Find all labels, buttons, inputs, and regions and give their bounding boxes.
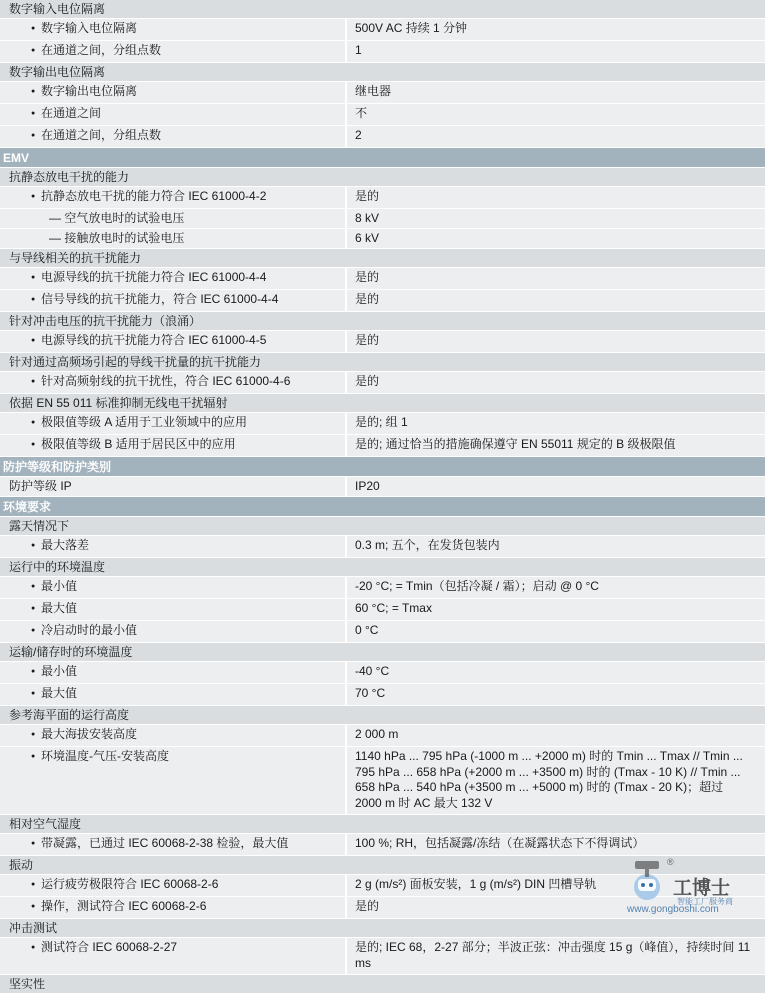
group-header-row <box>0 517 765 536</box>
spec-row <box>0 413 765 435</box>
spec-row <box>0 331 765 353</box>
bullet-icon <box>31 290 41 311</box>
bullet-icon <box>31 413 41 434</box>
section-title: 环境要求 <box>3 499 52 514</box>
spec-label: 最大值 <box>41 686 78 700</box>
spec-value: 是的; 组 1 <box>346 413 765 434</box>
group-header-row <box>0 249 765 268</box>
spec-row <box>0 621 765 643</box>
spec-value: 100 %; RH，包括凝露/冻结（在凝露状态下不得调试） <box>346 834 765 855</box>
group-title: 数字输出电位隔离 <box>9 64 106 79</box>
bullet-icon <box>31 268 41 289</box>
group-title: 依据 EN 55 011 标准抑制无线电干扰辐射 <box>9 395 228 410</box>
bullet-icon <box>31 435 41 456</box>
spec-value: 1 <box>346 41 765 62</box>
spec-row <box>0 372 765 394</box>
spec-label-cell <box>0 104 345 125</box>
spec-label: 最大值 <box>41 601 78 615</box>
group-header-row <box>0 919 765 938</box>
group-header-row <box>0 706 765 725</box>
spec-label: 电源导线的抗干扰能力符合 IEC 61000-4-4 <box>41 270 267 284</box>
group-header-row <box>0 815 765 834</box>
group-header-row <box>0 643 765 662</box>
spec-value: 继电器 <box>346 82 765 103</box>
spec-row <box>0 187 765 209</box>
spec-label-cell <box>0 372 345 393</box>
spec-value: 是的 <box>346 187 765 208</box>
spec-label-cell <box>0 577 345 598</box>
group-title: 相对空气湿度 <box>9 816 82 831</box>
bullet-icon <box>31 834 41 855</box>
spec-value: 是的 <box>346 897 765 918</box>
group-title: 振动 <box>9 857 34 872</box>
section-header-row <box>0 457 765 477</box>
spec-label: 数字输入电位隔离 <box>41 21 138 35</box>
spec-value: 2 g (m/s²) 面板安装，1 g (m/s²) DIN 凹槽导轨 <box>346 875 765 896</box>
spec-label: 在通道之间，分组点数 <box>41 128 162 142</box>
spec-row <box>0 435 765 457</box>
spec-value: 是的 <box>346 268 765 289</box>
group-header-row <box>0 63 765 82</box>
spec-value: 不 <box>346 104 765 125</box>
spec-label: 最小值 <box>41 664 78 678</box>
spec-label: 环境温度-气压-安装高度 <box>41 749 169 763</box>
spec-label: 在通道之间 <box>41 106 102 120</box>
section-header-row <box>0 148 765 168</box>
section-title: 防护等级和防护类别 <box>3 459 112 474</box>
group-title: 针对通过高频场引起的导线干扰量的抗干扰能力 <box>9 354 262 369</box>
spec-label: 运行疲劳极限符合 IEC 60068-2-6 <box>41 877 219 891</box>
spec-label-cell <box>0 725 345 746</box>
bullet-icon <box>31 938 41 959</box>
spec-label-cell <box>0 938 345 974</box>
spec-value: 是的 <box>346 331 765 352</box>
spec-row <box>0 725 765 747</box>
spec-row <box>0 104 765 126</box>
spec-row <box>0 268 765 290</box>
bullet-icon <box>31 684 41 705</box>
bullet-icon <box>31 19 41 40</box>
bullet-icon <box>31 662 41 683</box>
group-header-row <box>0 168 765 187</box>
watermark-mark: ® <box>667 857 674 867</box>
spec-label: 带凝露，已通过 IEC 60068-2-38 检验，最大值 <box>41 836 289 850</box>
spec-label: 防护等级 IP <box>9 479 72 493</box>
spec-label: — 接触放电时的试验电压 <box>49 231 185 245</box>
spec-label-cell <box>0 331 345 352</box>
group-header-row <box>0 558 765 577</box>
spec-label-cell <box>0 477 345 496</box>
bullet-icon <box>31 875 41 896</box>
watermark-url: www.gongboshi.com <box>627 904 719 915</box>
spec-row <box>0 747 765 815</box>
spec-value: 500V AC 持续 1 分钟 <box>346 19 765 40</box>
group-title: 数字输入电位隔离 <box>9 1 106 16</box>
spec-row <box>0 477 765 497</box>
group-title: 坚实性 <box>9 976 46 991</box>
spec-label: 针对高频射线的抗干扰性，符合 IEC 61000-4-6 <box>41 374 291 388</box>
group-title: 运输/储存时的环境温度 <box>9 644 133 659</box>
spec-label-cell <box>0 290 345 311</box>
section-header-row <box>0 497 765 517</box>
spec-value: 8 kV <box>346 209 765 228</box>
spec-row <box>0 126 765 148</box>
spec-value: -40 °C <box>346 662 765 683</box>
spec-label-cell <box>0 268 345 289</box>
spec-label-cell <box>0 536 345 557</box>
spec-value: 1140 hPa ... 795 hPa (-1000 m ... +2000 m) 时的 Tmin ... Tmax // Tmin ... 795 hPa ... 658 hPa (+2000 m ... +3500 m) 时的 (Tmax - 10 K) // Tmin ... 658 hPa ... 540 hPa (+3500 m ... +5000 m) 时的 (Tmax - 20 K)；超过 2000 m 时 AC 最大 132 V <box>346 747 765 814</box>
spec-label: 极限值等级 A 适用于工业领域中的应用 <box>41 415 248 429</box>
spec-row <box>0 82 765 104</box>
spec-value: 60 °C; = Tmax <box>346 599 765 620</box>
spec-row <box>0 662 765 684</box>
group-header-row <box>0 312 765 331</box>
spec-label: 电源导线的抗干扰能力符合 IEC 61000-4-5 <box>41 333 267 347</box>
spec-label-cell <box>0 435 345 456</box>
spec-value: 是的 <box>346 290 765 311</box>
spec-label: 最大海拔安装高度 <box>41 727 138 741</box>
spec-value: IP20 <box>346 477 765 496</box>
spec-label-cell <box>0 621 345 642</box>
spec-row <box>0 19 765 41</box>
group-title: 露天情况下 <box>9 518 70 533</box>
spec-label: 测试符合 IEC 60068-2-27 <box>41 940 178 954</box>
spec-value: 是的; IEC 68，2-27 部分；半波正弦：冲击强度 15 g（峰值），持续时间 11 ms <box>346 938 765 974</box>
bullet-icon <box>31 187 41 208</box>
spec-label-cell <box>0 82 345 103</box>
spec-row <box>0 209 765 229</box>
bullet-icon <box>31 897 41 918</box>
spec-value: 6 kV <box>346 229 765 248</box>
spec-label-cell <box>0 209 345 228</box>
spec-label: 抗静态放电干扰的能力符合 IEC 61000-4-2 <box>41 189 267 203</box>
spec-value: 0 °C <box>346 621 765 642</box>
bullet-icon <box>31 536 41 557</box>
spec-label-cell <box>0 662 345 683</box>
group-title: 参考海平面的运行高度 <box>9 707 130 722</box>
group-title: 运行中的环境温度 <box>9 559 106 574</box>
spec-label-cell <box>0 599 345 620</box>
spec-label-cell <box>0 126 345 147</box>
group-header-row <box>0 0 765 19</box>
spec-row <box>0 834 765 856</box>
bullet-icon <box>31 747 41 768</box>
spec-label: 在通道之间，分组点数 <box>41 43 162 57</box>
spec-label: 极限值等级 B 适用于居民区中的应用 <box>41 437 236 451</box>
bullet-icon <box>31 599 41 620</box>
spec-label-cell <box>0 875 345 896</box>
spec-label: 最小值 <box>41 579 78 593</box>
section-title: EMV <box>3 150 30 165</box>
spec-value: 0.3 m; 五个，在发货包装内 <box>346 536 765 557</box>
group-header-row <box>0 975 765 994</box>
watermark-brand: 工博士 <box>673 877 731 899</box>
spec-row <box>0 577 765 599</box>
spec-value: 70 °C <box>346 684 765 705</box>
spec-row <box>0 938 765 975</box>
spec-value: 2 000 m <box>346 725 765 746</box>
spec-row <box>0 875 765 897</box>
spec-label-cell <box>0 413 345 434</box>
spec-label-cell <box>0 229 345 248</box>
group-title: 抗静态放电干扰的能力 <box>9 169 130 184</box>
group-header-row <box>0 394 765 413</box>
spec-label-cell <box>0 187 345 208</box>
bullet-icon <box>31 126 41 147</box>
spec-label: 操作，测试符合 IEC 60068-2-6 <box>41 899 207 913</box>
spec-row <box>0 290 765 312</box>
group-header-row <box>0 856 765 875</box>
bullet-icon <box>31 725 41 746</box>
spec-label-cell <box>0 834 345 855</box>
spec-row <box>0 536 765 558</box>
group-title: 与导线相关的抗干扰能力 <box>9 250 142 265</box>
group-title: 针对冲击电压的抗干扰能力（浪涌） <box>9 313 202 328</box>
spec-value: 是的 <box>346 372 765 393</box>
spec-row <box>0 599 765 621</box>
spec-row <box>0 229 765 249</box>
spec-label-cell <box>0 747 345 814</box>
spec-label-cell <box>0 684 345 705</box>
spec-row <box>0 684 765 706</box>
watermark-tagline: 智能工厂服务商 <box>677 897 733 906</box>
bullet-icon <box>31 104 41 125</box>
bullet-icon <box>31 41 41 62</box>
bullet-icon <box>31 372 41 393</box>
bullet-icon <box>31 621 41 642</box>
spec-label: 最大落差 <box>41 538 90 552</box>
group-header-row <box>0 353 765 372</box>
bullet-icon <box>31 577 41 598</box>
spec-value: 2 <box>346 126 765 147</box>
spec-label: 信号导线的抗干扰能力，符合 IEC 61000-4-4 <box>41 292 279 306</box>
bullet-icon <box>31 82 41 103</box>
spec-label: — 空气放电时的试验电压 <box>49 211 185 225</box>
spec-label: 数字输出电位隔离 <box>41 84 138 98</box>
spec-label-cell <box>0 19 345 40</box>
spec-label: 冷启动时的最小值 <box>41 623 138 637</box>
spec-value: 是的; 通过恰当的措施确保遵守 EN 55011 规定的 B 级极限值 <box>346 435 765 456</box>
bullet-icon <box>31 331 41 352</box>
spec-label-cell <box>0 897 345 918</box>
spec-value: -20 °C; = Tmin（包括冷凝 / 霜）；启动 @ 0 °C <box>346 577 765 598</box>
spec-row <box>0 897 765 919</box>
spec-label-cell <box>0 41 345 62</box>
group-title: 冲击测试 <box>9 920 58 935</box>
spec-row <box>0 41 765 63</box>
